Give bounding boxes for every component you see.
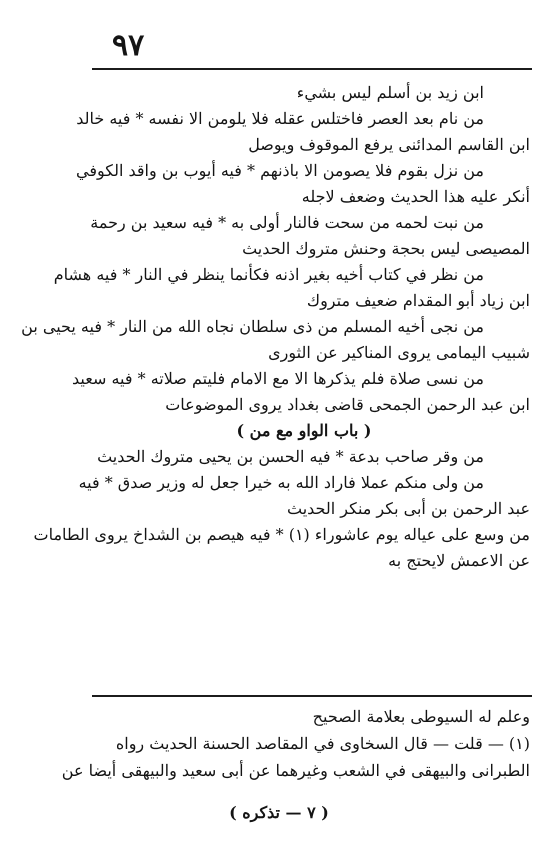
footnote-rule: [92, 695, 532, 697]
text-line: من ولى منكم عملا فاراد الله به خيرا جعل له وزير صدق * فيه: [78, 473, 484, 492]
text-line: من نام بعد العصر فاختلس عقله فلا يلومن الا نفسه * فيه خالد: [76, 109, 484, 128]
body-text: [21, 80, 530, 574]
text-line: شبيب اليمامى يروى المناكير عن الثورى: [268, 343, 530, 362]
text-line: من نبت لحمه من سحت فالنار أولى به * فيه سعيد بن رحمة: [90, 213, 484, 232]
text-line: ابن القاسم المدائنى يرفع الموقوف ويوصل: [248, 135, 530, 154]
text-line: ابن عبد الرحمن الجمحى قاضى بغداد يروى الموضوعات: [165, 395, 530, 414]
footnotes: [61, 703, 530, 784]
text-line: من نزل بقوم فلا يصومن الا باذنهم * فيه أيوب بن واقد الكوفي: [76, 161, 484, 180]
footnote-line: الطبرانى والبيهقى في الشعب وغيرهما عن أبى سعيد والبيهقى أيضا عن: [61, 761, 530, 780]
text-line: ابن زياد أبو المقدام ضعيف متروك: [306, 291, 530, 310]
text-line: عبد الرحمن بن أبى بكر منكر الحديث: [286, 499, 530, 518]
text-line: من نجى أخيه المسلم من ذى سلطان نجاه الله من النار * فيه يحيى بن: [21, 317, 484, 336]
text-line: المصيصى ليس بحجة وحنش متروك الحديث: [242, 239, 530, 258]
signature-mark: ( ٧ — تذكره ): [229, 803, 329, 822]
text-line: من نظر في كتاب أخيه بغير اذنه فكأنما ينظر في النار * فيه هشام: [53, 265, 484, 284]
text-line: من وقر صاحب بدعة * فيه الحسن بن يحيى متروك الحديث: [97, 447, 484, 466]
section-heading: ( باب الواو مع من ): [236, 421, 372, 440]
header-rule: [92, 68, 532, 70]
text-line: ابن زيد بن أسلم ليس بشيء: [296, 83, 484, 102]
footnote-line: (١) — قلت — قال السخاوى في المقاصد الحسنة الحديث رواه: [115, 734, 530, 753]
page-number: ٩٧: [112, 28, 145, 63]
text-line: من نسى صلاة فلم يذكرها الا مع الامام فليتم صلاته * فيه سعيد: [72, 369, 484, 388]
text-line: من وسع على عياله يوم عاشوراء (١) * فيه هيصم بن الشداخ يروى الطامات: [33, 525, 530, 544]
text-line: أنكر عليه هذا الحديث وضعف لاجله: [301, 187, 530, 206]
text-line: عن الاعمش لايحتج به: [388, 551, 530, 570]
footnote-line: وعلم له السيوطى بعلامة الصحيح: [312, 707, 530, 726]
